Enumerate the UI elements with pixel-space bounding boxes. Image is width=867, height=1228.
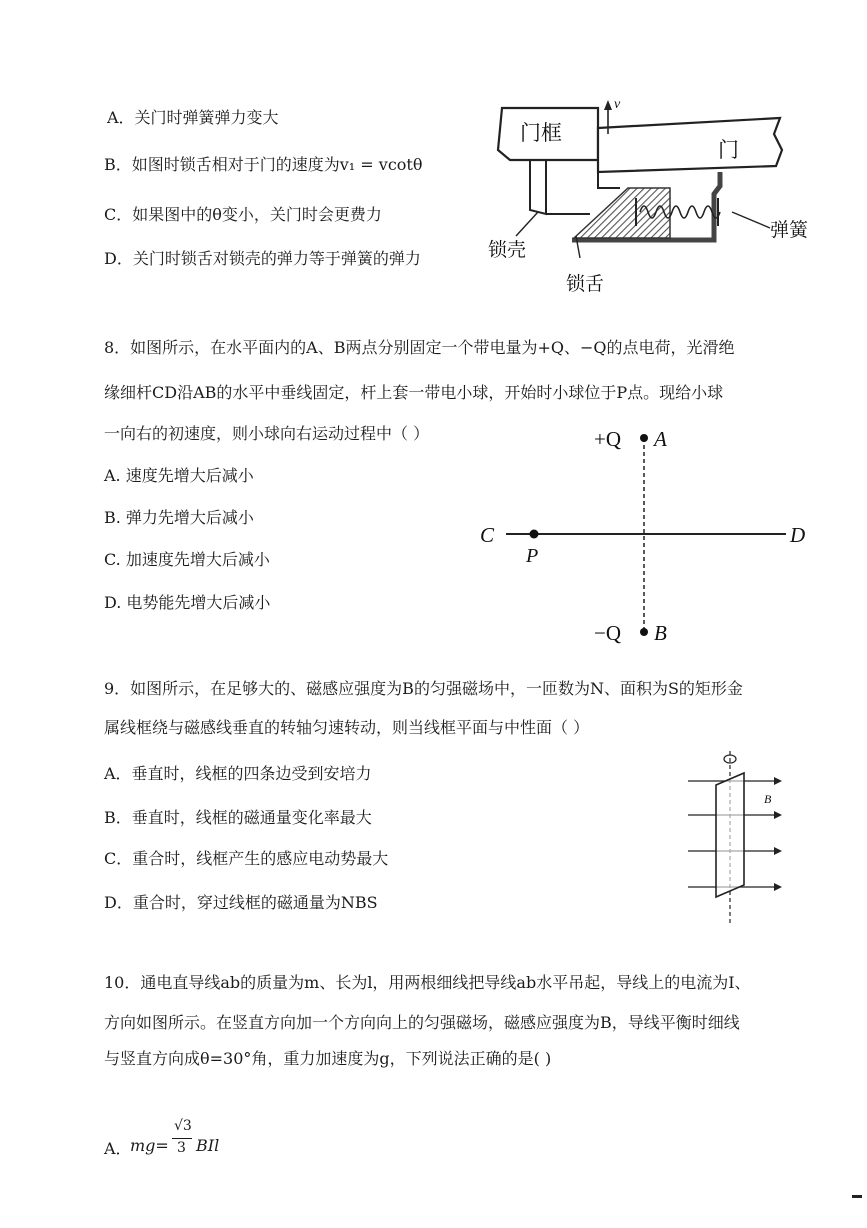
- q8-option-b[interactable]: B. 弹力先增大后减小: [104, 508, 254, 527]
- lock-shell: [530, 160, 546, 214]
- q8-charge-figure: [470, 420, 820, 650]
- charge-a: [640, 434, 648, 442]
- q10-option-a-prefix: A．: [104, 1139, 132, 1158]
- q10-stem-line-3: 与竖直方向成θ=30°角，重力加速度为g，下列说法正确的是( ): [104, 1049, 552, 1068]
- q10-option-a-rhs: BIl: [196, 1136, 220, 1155]
- velocity-label: v: [614, 97, 621, 112]
- point-a-label: A: [654, 427, 667, 451]
- q7-option-c[interactable]: C．如果图中的θ变小，关门时会更费力: [104, 205, 382, 224]
- plus-q-label: +Q: [594, 427, 622, 451]
- q7-option-a[interactable]: A．关门时弹簧弹力变大: [107, 108, 279, 127]
- q10-stem-line-1: 10．通电直导线ab的质量为m、长为l，用两根细线把导线ab水平吊起，导线上的电流为I、: [104, 973, 751, 992]
- ball-p: [530, 530, 539, 539]
- point-p-label: P: [526, 545, 539, 567]
- q8-stem-line-2: 缘细杆CD沿AB的水平中垂线固定，杆上套一带电小球，开始时小球位于P点。现给小球: [104, 383, 724, 402]
- q8-option-c[interactable]: C. 加速度先增大后减小: [104, 550, 270, 569]
- spring-label: 弹簧: [770, 220, 809, 241]
- q8-option-d[interactable]: D. 电势能先增大后减小: [104, 593, 271, 612]
- point-b-label: B: [654, 621, 667, 645]
- q7-option-b[interactable]: B．如图时锁舌相对于门的速度为v₁ = vcotθ: [104, 155, 423, 174]
- q9-coil-figure: [680, 745, 790, 930]
- q9-option-b[interactable]: B．垂直时，线框的磁通量变化率最大: [104, 808, 372, 827]
- q10-option-a-denominator: 3: [177, 1140, 186, 1156]
- q9-stem-line-1: 9．如图所示，在足够大的、磁感应强度为B的匀强磁场中，一匝数为N、面积为S的矩形金: [104, 679, 743, 698]
- q9-option-c[interactable]: C．重合时，线框产生的感应电动势最大: [104, 849, 389, 868]
- door-label: 门: [718, 138, 739, 162]
- q8-stem-line-3: 一向右的初速度，则小球向右运动过程中（ ）: [104, 424, 430, 443]
- charge-b: [640, 628, 648, 636]
- q7-lock-figure: [480, 90, 820, 300]
- q9-option-d[interactable]: D．重合时，穿过线框的磁通量为NBS: [104, 893, 378, 912]
- point-c-label: C: [480, 523, 495, 547]
- edge-mark: [852, 1195, 862, 1198]
- q7-option-d[interactable]: D．关门时锁舌对锁壳的弹力等于弹簧的弹力: [104, 249, 421, 268]
- q10-stem-line-2: 方向如图所示。在竖直方向加一个方向向上的匀强磁场，磁感应强度为B，导线平衡时细线: [104, 1013, 740, 1032]
- q10-option-a-lhs: mg=: [130, 1136, 169, 1155]
- q9-option-a[interactable]: A．垂直时，线框的四条边受到安培力: [104, 764, 372, 783]
- coil-frame: [716, 773, 744, 897]
- door-frame-label: 门框: [520, 121, 562, 145]
- point-d-label: D: [790, 523, 806, 547]
- q9-stem-line-2: 属线框绕与磁感线垂直的转轴匀速转动，则当线框平面与中性面（ ）: [104, 718, 590, 737]
- minus-q-label: −Q: [594, 621, 622, 645]
- q10-option-a-numerator: √3: [174, 1118, 192, 1134]
- tongue-label: 锁舌: [566, 274, 605, 295]
- fraction-bar: [172, 1138, 192, 1139]
- q8-option-a[interactable]: A. 速度先增大后减小: [104, 466, 254, 485]
- q8-stem-line-1: 8．如图所示，在水平面内的A、B两点分别固定一个带电量为+Q、−Q的点电荷，光滑绝: [104, 338, 735, 357]
- field-label: B: [764, 792, 772, 806]
- shell-label: 锁壳: [488, 240, 527, 261]
- door-slab: [598, 118, 782, 172]
